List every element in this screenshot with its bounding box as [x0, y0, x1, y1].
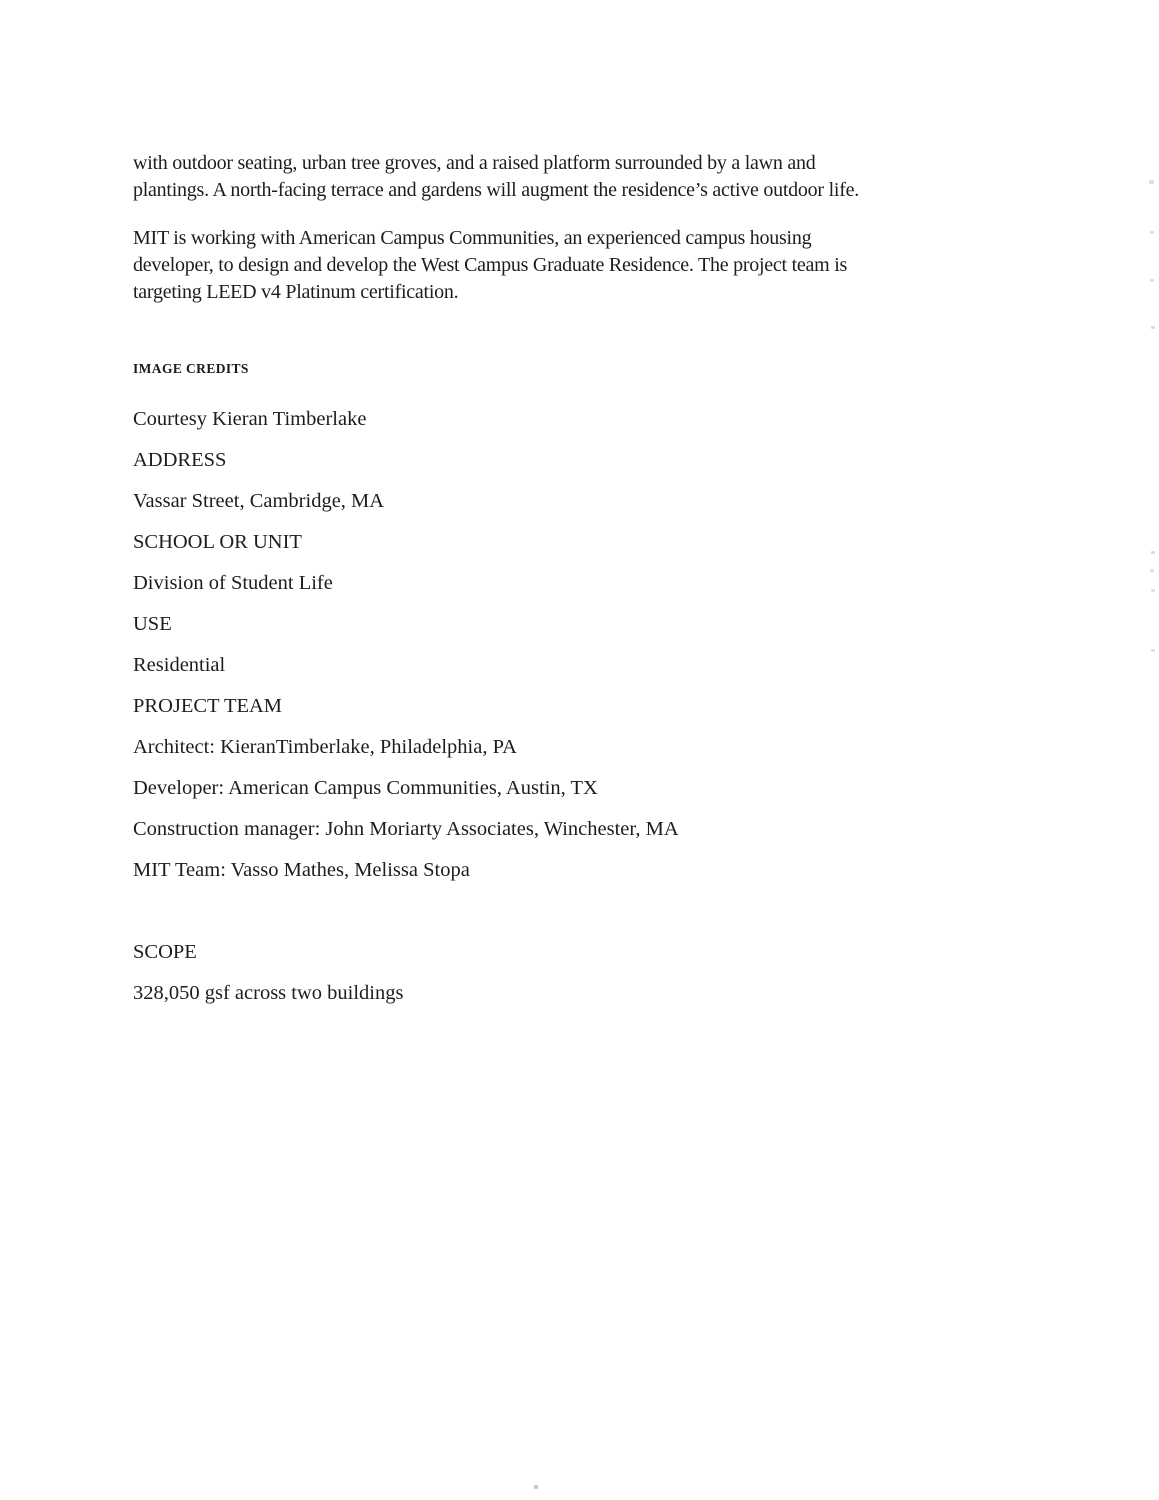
scan-artifact — [1151, 649, 1155, 652]
project-team-member: Developer: American Campus Communities, Austin, TX — [133, 777, 598, 799]
paragraph-line: developer, to design and develop the West Campus Graduate Residence. The project team is — [133, 254, 848, 276]
paragraph-line: targeting LEED v4 Platinum certification. — [133, 281, 459, 303]
scan-artifact — [1151, 589, 1155, 592]
project-team-label: PROJECT TEAM — [133, 695, 283, 717]
detail-label-use: USE — [133, 613, 172, 635]
detail-value-school-or-unit: Division of Student Life — [133, 572, 333, 594]
body-paragraph — [133, 225, 1033, 306]
detail-label-school-or-unit: SCHOOL OR UNIT — [133, 531, 302, 553]
image-credits-heading: IMAGE CREDITS — [133, 361, 249, 376]
scan-artifact — [1150, 279, 1154, 282]
paragraph-line: with outdoor seating, urban tree groves, and a raised platform surrounded by a lawn and — [133, 152, 816, 174]
detail-label-address: ADDRESS — [133, 449, 227, 471]
scope-label: SCOPE — [133, 941, 197, 963]
scope-value: 328,050 gsf across two buildings — [133, 982, 404, 1004]
scan-artifact — [1151, 551, 1155, 554]
project-team-member: MIT Team: Vasso Mathes, Melissa Stopa — [133, 859, 470, 881]
scan-artifact — [1151, 326, 1155, 329]
scan-artifact — [1150, 569, 1154, 572]
project-team-member: Construction manager: John Moriarty Associates, Winchester, MA — [133, 818, 679, 840]
page-content — [133, 150, 1033, 1004]
detail-value-use: Residential — [133, 654, 226, 676]
scan-artifact — [534, 1485, 538, 1489]
scan-artifact — [1150, 231, 1154, 234]
body-paragraph — [133, 150, 1033, 204]
project-team-member: Architect: KieranTimberlake, Philadelphia, PA — [133, 736, 517, 758]
detail-value-address: Vassar Street, Cambridge, MA — [133, 490, 385, 512]
scan-artifact — [1149, 180, 1154, 184]
paragraph-line: plantings. A north-facing terrace and gardens will augment the residence’s active outdoor life. — [133, 179, 859, 201]
image-credit-line: Courtesy Kieran Timberlake — [133, 408, 367, 430]
paragraph-line: MIT is working with American Campus Communities, an experienced campus housing — [133, 227, 812, 249]
